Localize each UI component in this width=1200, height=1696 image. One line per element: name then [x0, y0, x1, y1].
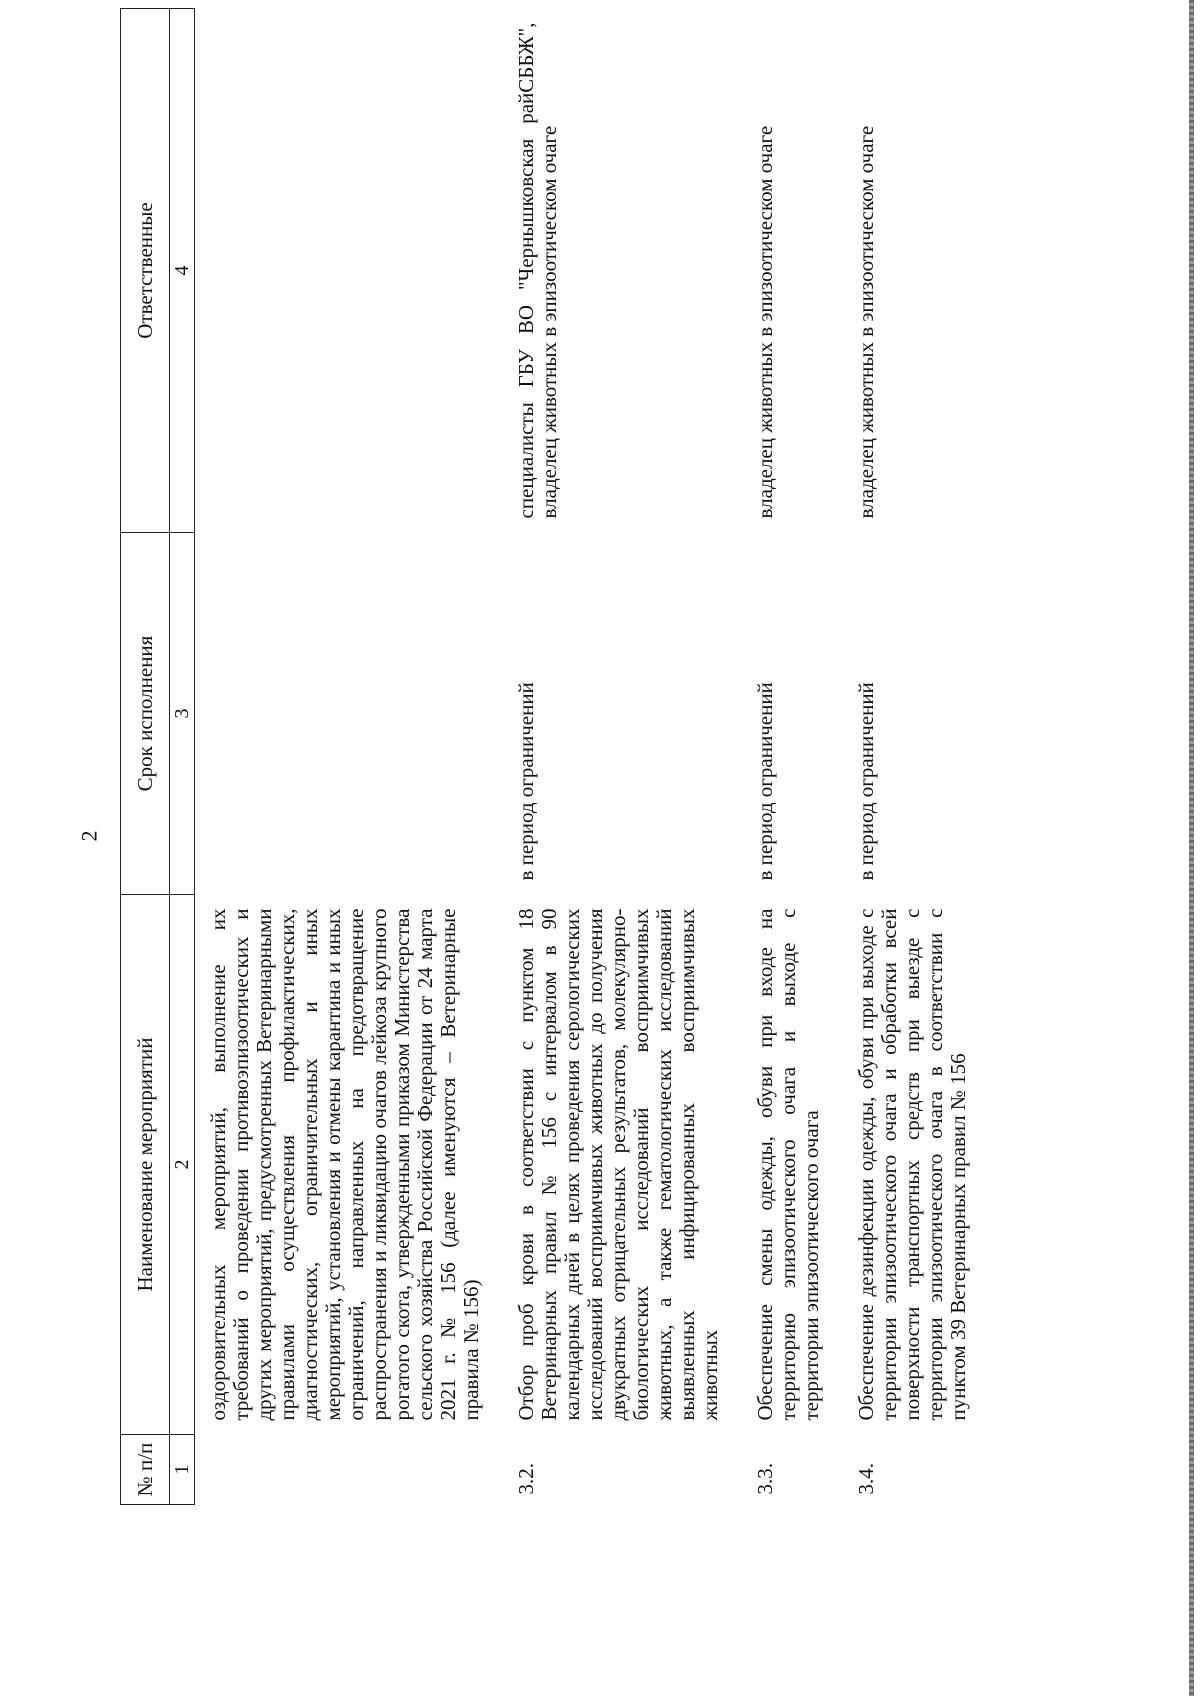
header-number: № п/п	[121, 1435, 170, 1505]
header-responsible: Ответственные	[121, 9, 170, 533]
row-measure: Обеспечение дезинфекции одежды, обуви при выходе с территории эпизоотического очага и обработки всей поверхности транспортных средств при выезде с территории эпизоотического очага в соответствии с пунктом 39 Ветеринарных правил № 156	[854, 908, 970, 1421]
row-responsible: специалисты ГБУ ВО "Чернышковская райСББЖ", владелец животных в эпизоотическом очаге	[514, 22, 561, 519]
header-measures: Наименование мероприятий	[121, 895, 170, 1435]
row-measure: Отбор проб крови в соответствии с пунктом 18 Ветеринарных правил № 156 с интервалом в 90 календарных дней в целях проведения серологических исследований восприимчивых животных до получения двукратных отрицательных результатов, молекулярно-биологических исследований восприимчивых животных, а также гематологических исследований выявленных инфицированных восприимчивых животных	[514, 908, 722, 1421]
column-number-4: 4	[170, 9, 195, 533]
table-row	[728, 9, 829, 1505]
rotated-page-content	[120, 9, 1020, 1505]
page-number: 2	[76, 830, 102, 842]
header-deadline: Срок исполнения	[121, 533, 170, 895]
table-column-numbers-row	[170, 9, 195, 1505]
row-number: 3.2.	[514, 1463, 538, 1495]
row-number: 3.3.	[753, 1463, 777, 1495]
row-deadline: в период ограничений	[854, 682, 878, 881]
column-number-3: 3	[170, 533, 195, 895]
row-responsible: владелец животных в эпизоотическом очаге	[854, 125, 878, 519]
row-responsible: владелец животных в эпизоотическом очаге	[753, 125, 777, 519]
row-measure: оздоровительных мероприятий, выполнение их требований о проведении противоэпизоотических и других мероприятий, предусмотренных Ветеринарными правилами осуществления профилактических, диагностических, ограничительных и иных мероприятий, установления и отмены карантина и иных ограничений, направленных на предотвращение распространения и ликвидацию очагов лейкоза крупного рогатого скота, утвержденными приказом Министерства сельского хозяйства Российской Федерации от 24 марта 2021 г. № 156 (далее именуются – Ветеринарные правила № 156)	[206, 908, 483, 1421]
row-number: 3.4.	[854, 1463, 878, 1495]
row-number	[195, 1435, 490, 1505]
table-row	[489, 9, 728, 1505]
row-deadline	[195, 533, 490, 895]
scan-edge-strip	[1189, 0, 1194, 1696]
column-number-2: 2	[170, 895, 195, 1435]
column-number-1: 1	[170, 1435, 195, 1505]
table-row	[195, 9, 490, 1505]
table-row	[829, 9, 976, 1505]
measures-table	[120, 8, 976, 1505]
row-measure: Обеспечение смены одежды, обуви при входе на территорию эпизоотического очага и выходе с территории эпизоотического очага	[753, 908, 823, 1421]
table-header-row	[121, 9, 170, 1505]
row-deadline: в период ограничений	[753, 682, 777, 881]
row-responsible	[195, 9, 490, 533]
row-deadline: в период ограничений	[514, 682, 538, 881]
